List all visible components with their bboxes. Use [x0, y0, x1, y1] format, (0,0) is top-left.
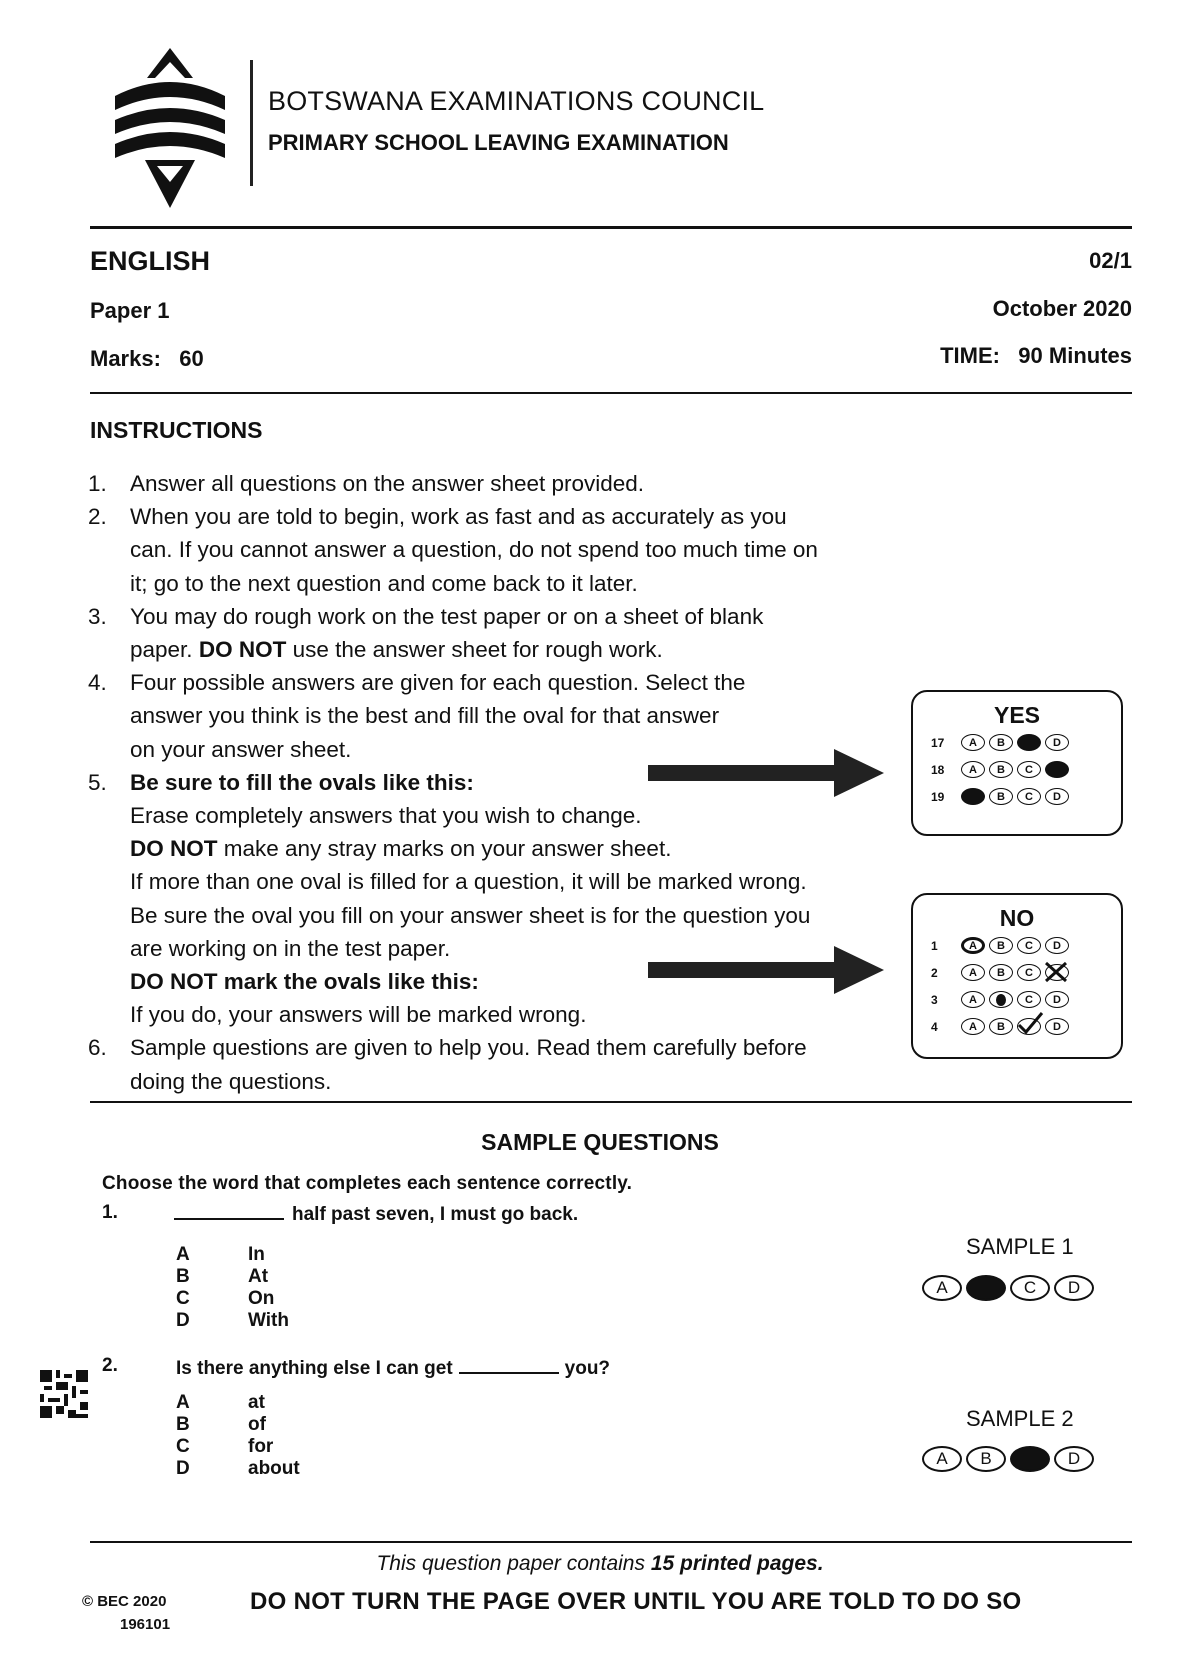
q2-text: Is there anything else I can get you? — [176, 1358, 611, 1379]
oval-d-filled — [1045, 761, 1069, 778]
sample-oval-c-filled — [1010, 1446, 1050, 1472]
marks — [90, 346, 204, 372]
no-row-3: 3 A C D — [913, 986, 1121, 1013]
oval-c: C — [1017, 964, 1041, 981]
arrow-right-icon — [648, 745, 884, 801]
q1-option: C On — [176, 1288, 275, 1309]
q2-blank — [459, 1372, 559, 1374]
oval-a-filled — [961, 788, 985, 805]
oval-d: D — [1045, 788, 1069, 805]
yes-row-17: 17 A B D — [913, 729, 1121, 756]
paper-number: Paper 1 — [90, 298, 170, 323]
no-title: NO — [999, 905, 1035, 931]
yes-example-box — [911, 690, 1123, 836]
instruction-1: 1. Answer all questions on the answer sheet provided. — [88, 471, 645, 496]
oval-a: A — [961, 734, 985, 751]
sample-oval-d: D — [1054, 1275, 1094, 1301]
instruction-3: 3. You may do rough work on the test paper or on a sheet of blank paper. DO NOT use the answer sheet for rough work. — [88, 603, 764, 663]
oval-b: B — [989, 964, 1013, 981]
oval-d: D — [1045, 937, 1069, 954]
instruction-5-heading: Be sure to fill the ovals like this: — [130, 769, 474, 795]
rule-instructions — [90, 1101, 1132, 1103]
no-example-box — [911, 893, 1123, 1059]
q2-number: 2. — [102, 1355, 118, 1376]
yes-row-18: 18 A B C — [913, 756, 1121, 783]
paper-code: 02/1 — [1089, 248, 1132, 273]
oval-a: A — [961, 761, 985, 778]
bec-logo — [115, 48, 225, 208]
oval-c: C — [1017, 788, 1041, 805]
sample-1-ovals — [922, 1275, 1098, 1301]
council-name: BOTSWANA EXAMINATIONS COUNCIL — [268, 86, 765, 116]
sample-oval-b: B — [966, 1446, 1006, 1472]
sample-oval-b-filled — [966, 1275, 1006, 1301]
q1-option: A In — [176, 1244, 265, 1265]
yes-title: YES — [993, 702, 1041, 728]
oval-d-crossed — [1045, 964, 1069, 981]
q1-option: B At — [176, 1266, 269, 1287]
oval-c: C — [1017, 991, 1041, 1008]
instruction-4: 4. Four possible answers are given for each question. Select the answer you think is the best and fill the oval for that answer on your answer sheet. — [88, 670, 746, 762]
q2-options — [176, 1392, 300, 1480]
q2-option: C for — [176, 1436, 274, 1457]
marks-label: Marks: — [90, 346, 161, 371]
q1-number: 1. — [102, 1202, 118, 1223]
oval-c: C — [1017, 761, 1041, 778]
instructions-heading: INSTRUCTIONS — [90, 417, 263, 443]
marks-value: 60 — [179, 346, 204, 371]
no-row-2: 2 A B C — [913, 959, 1121, 986]
oval-c: C — [1017, 937, 1041, 954]
oval-b: B — [989, 761, 1013, 778]
instruction-5: 5. Be sure to fill the ovals like this: Erase completely answers that you wish to change. DO NOT make any stray marks on your answer sheet. If more than one oval is filled for a question, it will be marked wrong. Be sure the oval you fill on your answer sheet is for the question you are working on in the test paper. DO NOT mark the ovals like this: If you do, your answers will be marked wrong. — [88, 766, 888, 1032]
cross-mark-icon — [1044, 961, 1068, 983]
oval-c-filled — [1017, 734, 1041, 751]
oval-a-circled: A — [961, 937, 985, 954]
header-divider — [250, 60, 253, 186]
oval-d: D — [1045, 991, 1069, 1008]
oval-d: D — [1045, 734, 1069, 751]
oval-b: B — [989, 788, 1013, 805]
oval-d: D — [1045, 1018, 1069, 1035]
sample-instruction: Choose the word that completes each sentence correctly. — [102, 1173, 633, 1194]
oval-b: B — [989, 937, 1013, 954]
rule-top — [90, 226, 1132, 229]
q2-option: D about — [176, 1458, 300, 1479]
oval-a: A — [961, 964, 985, 981]
q1-option: D With — [176, 1310, 289, 1331]
instruction-5-dont: DO NOT mark the ovals like this: — [130, 969, 479, 995]
exam-date: October 2020 — [992, 296, 1132, 321]
sample-oval-c: C — [1010, 1275, 1050, 1301]
q1-options — [176, 1244, 289, 1332]
paper-code-number: 196101 — [120, 1616, 171, 1633]
time-label: TIME: — [940, 343, 1000, 368]
exam-name: PRIMARY SCHOOL LEAVING EXAMINATION — [268, 130, 729, 155]
sample-2-ovals — [922, 1446, 1098, 1472]
time — [940, 343, 1132, 369]
sample-2-label: SAMPLE 2 — [966, 1406, 1074, 1431]
oval-a: A — [961, 991, 985, 1008]
arrow-right-icon — [648, 942, 884, 998]
q1-blank — [174, 1218, 284, 1220]
sample-1-label: SAMPLE 1 — [966, 1234, 1074, 1259]
oval-a: A — [961, 1018, 985, 1035]
tick-mark-icon — [1016, 1011, 1044, 1035]
q2-option: A at — [176, 1392, 265, 1413]
oval-b: B — [989, 734, 1013, 751]
q2-option: B of — [176, 1414, 266, 1435]
subject: ENGLISH — [90, 246, 211, 276]
barcode-icon — [40, 1370, 88, 1418]
page-count-note: This question paper contains 15 printed pages. — [376, 1552, 824, 1575]
rule-meta — [90, 392, 1132, 394]
yes-row-19: 19 B C D — [913, 783, 1121, 810]
sample-oval-d: D — [1054, 1446, 1094, 1472]
rule-bottom — [90, 1541, 1132, 1543]
copyright: © BEC 2020 — [82, 1593, 167, 1610]
oval-b: B — [989, 1018, 1013, 1035]
time-value: 90 Minutes — [1018, 343, 1132, 368]
oval-c-ticked — [1017, 1018, 1041, 1035]
do-not-turn-notice: DO NOT TURN THE PAGE OVER UNTIL YOU ARE TOLD TO DO SO — [250, 1588, 1022, 1615]
no-row-1: 1 A B C D — [913, 932, 1121, 959]
sample-oval-a: A — [922, 1446, 962, 1472]
q1-text: half past seven, I must go back. — [174, 1204, 578, 1226]
oval-b-dotted — [989, 991, 1013, 1008]
instruction-6: 6. Sample questions are given to help you. Read them carefully before doing the questions. — [88, 1035, 807, 1094]
instruction-2: 2. When you are told to begin, work as fast and as accurately as you can. If you cannot answer a question, do not spend too much time on it; go to the next question and come back to it later. — [88, 504, 818, 596]
sample-questions-heading: SAMPLE QUESTIONS — [481, 1129, 719, 1155]
sample-oval-a: A — [922, 1275, 962, 1301]
no-row-4: 4 A B D — [913, 1013, 1121, 1040]
